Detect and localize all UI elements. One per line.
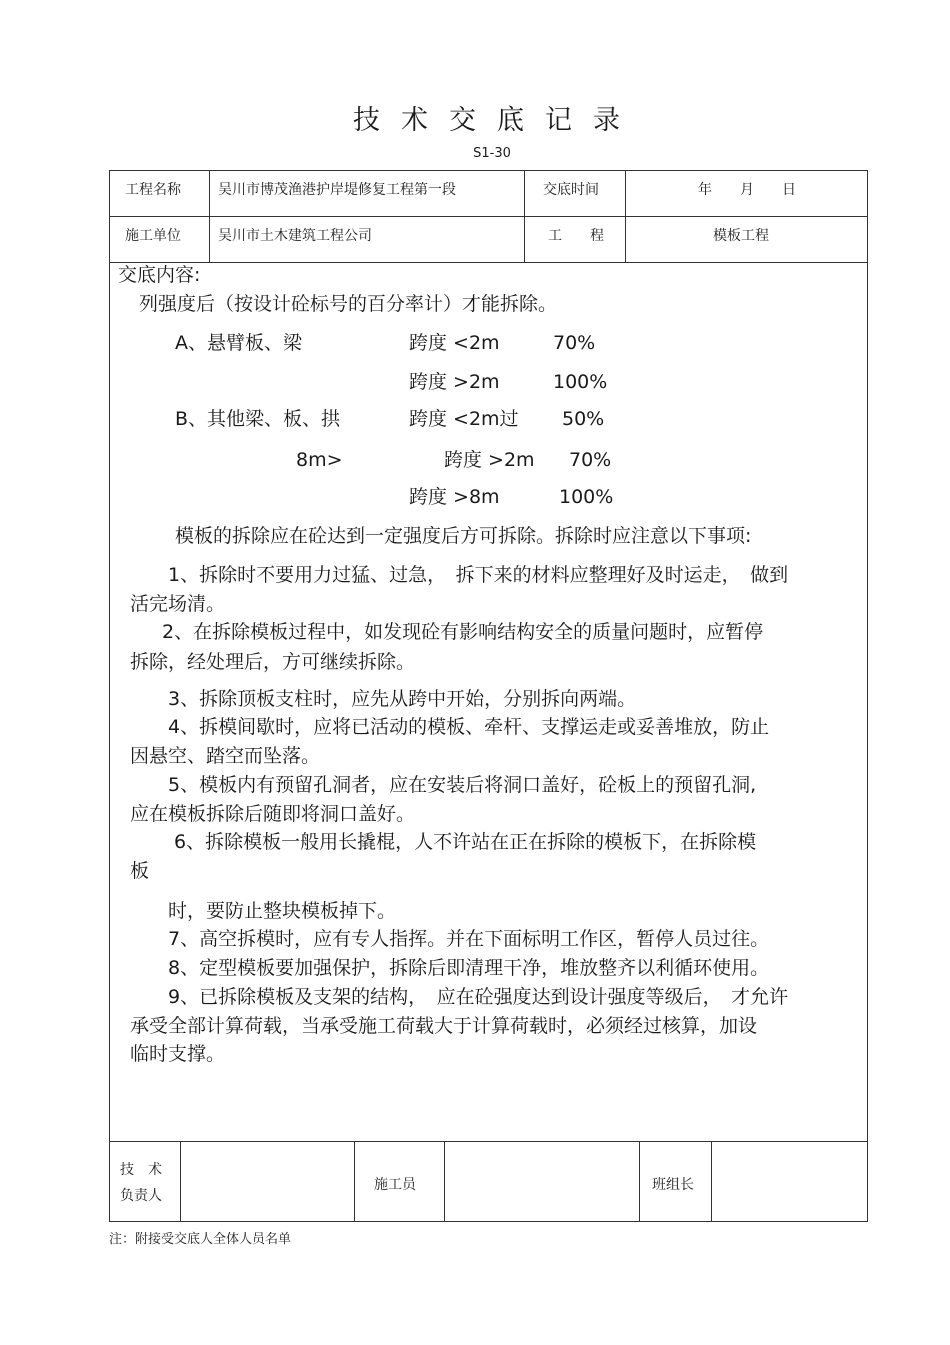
- sig-divider-1: [180, 1141, 181, 1222]
- document-title: 技术交底记录: [353, 105, 641, 136]
- strength-a-label: A、悬臂板、梁: [175, 332, 302, 354]
- item-6-line-3: 时，要防止整块模板掉下。: [168, 900, 397, 922]
- engineering-label: 工 程: [548, 228, 604, 244]
- disclosure-time-label: 交底时间: [543, 182, 599, 198]
- sig-divider-5: [711, 1141, 712, 1222]
- row-divider-3: [109, 1141, 868, 1142]
- strength-a-row1-pct: 70%: [553, 332, 596, 354]
- project-name-label: 工程名称: [125, 182, 181, 198]
- item-5-line-1: 5、模板内有预留孔洞者，应在安装后将洞口盖好，砼板上的预留孔洞,: [168, 774, 757, 796]
- disclosure-time-value: 年 月 日: [698, 182, 796, 198]
- item-9-line-1: 9、已拆除模板及支架的结构， 应在砼强度达到设计强度等级后， 才允许: [168, 986, 789, 1008]
- col-divider-3: [625, 170, 626, 262]
- constructor-label: 施工员: [374, 1177, 416, 1193]
- item-7: 7、高空拆模时，应有专人指挥。并在下面标明工作区，暂停人员过往。: [168, 928, 770, 950]
- tech-lead-label-line-2: 负责人: [120, 1188, 162, 1204]
- strength-b-row3-pct: 100%: [559, 486, 614, 508]
- row-divider-1: [109, 216, 868, 217]
- project-name-value: 吴川市博茂渔港护岸堤修复工程第一段: [218, 182, 456, 198]
- item-2-line-2: 拆除，经处理后，方可继续拆除。: [130, 651, 416, 673]
- item-3: 3、拆除顶板支柱时，应先从跨中开始，分别拆向两端。: [168, 688, 637, 710]
- item-4-line-2: 因悬空、踏空而坠落。: [130, 745, 321, 767]
- item-2-line-1: 2、在拆除模板过程中，如发现砼有影响结构安全的质量问题时，应暂停: [162, 621, 764, 643]
- strength-a-row1-span: 跨度 <2m: [409, 332, 500, 354]
- document-code: S1-30: [473, 146, 511, 161]
- construction-unit-label: 施工单位: [125, 228, 181, 244]
- item-9-line-2: 承受全部计算荷载，当承受施工荷载大于计算荷载时，必须经过核算，加设: [130, 1015, 758, 1037]
- strength-b-row2-pct: 70%: [569, 449, 612, 471]
- sig-divider-4: [639, 1141, 640, 1222]
- strength-b-row1-span: 跨度 <2m过: [409, 408, 519, 430]
- col-divider-2: [524, 170, 525, 262]
- item-1-line-1: 1、拆除时不要用力过猛、过急， 拆下来的材料应整理好及时运走， 做到: [168, 564, 789, 586]
- strength-b-row2-prefix: 8m>: [296, 449, 343, 471]
- removal-intro: 模板的拆除应在砼达到一定强度后方可拆除。拆除时应注意以下事项:: [175, 525, 752, 547]
- item-6-line-2: 板: [130, 860, 150, 882]
- strength-a-row2-pct: 100%: [553, 371, 608, 393]
- item-8: 8、定型模板要加强保护，拆除后即清理干净，堆放整齐以利循环使用。: [168, 957, 770, 979]
- strength-b-row1-pct: 50%: [562, 408, 605, 430]
- engineering-value: 模板工程: [713, 228, 769, 244]
- construction-unit-value: 吴川市土木建筑工程公司: [218, 228, 372, 244]
- content-intro: 列强度后（按设计砼标号的百分率计）才能拆除。: [139, 293, 558, 315]
- row-divider-2: [109, 262, 868, 263]
- content-label: 交底内容:: [118, 264, 201, 286]
- item-1-line-2: 活完场清。: [130, 593, 226, 615]
- strength-b-label: B、其他梁、板、拱: [175, 408, 341, 430]
- tech-lead-label-line-1: 技 术: [120, 1162, 162, 1178]
- item-5-line-2: 应在模板拆除后随即将洞口盖好。: [130, 803, 416, 825]
- team-leader-label: 班组长: [652, 1177, 694, 1193]
- item-4-line-1: 4、拆模间歇时，应将已活动的模板、牵杆、支撑运走或妥善堆放，防止: [168, 716, 770, 738]
- strength-b-row3-span: 跨度 >8m: [409, 486, 500, 508]
- sig-divider-2: [354, 1141, 355, 1222]
- strength-a-row2-span: 跨度 >2m: [409, 371, 500, 393]
- item-6-line-1: 6、拆除模板一般用长撬棍，人不许站在正在拆除的模板下，在拆除模: [174, 831, 757, 853]
- sig-divider-3: [444, 1141, 445, 1222]
- col-divider-1: [209, 170, 210, 262]
- footer-note: 注：附接受交底人全体人员名单: [109, 1232, 292, 1247]
- item-9-line-3: 临时支撑。: [130, 1043, 226, 1065]
- strength-b-row2-span: 跨度 >2m: [444, 449, 535, 471]
